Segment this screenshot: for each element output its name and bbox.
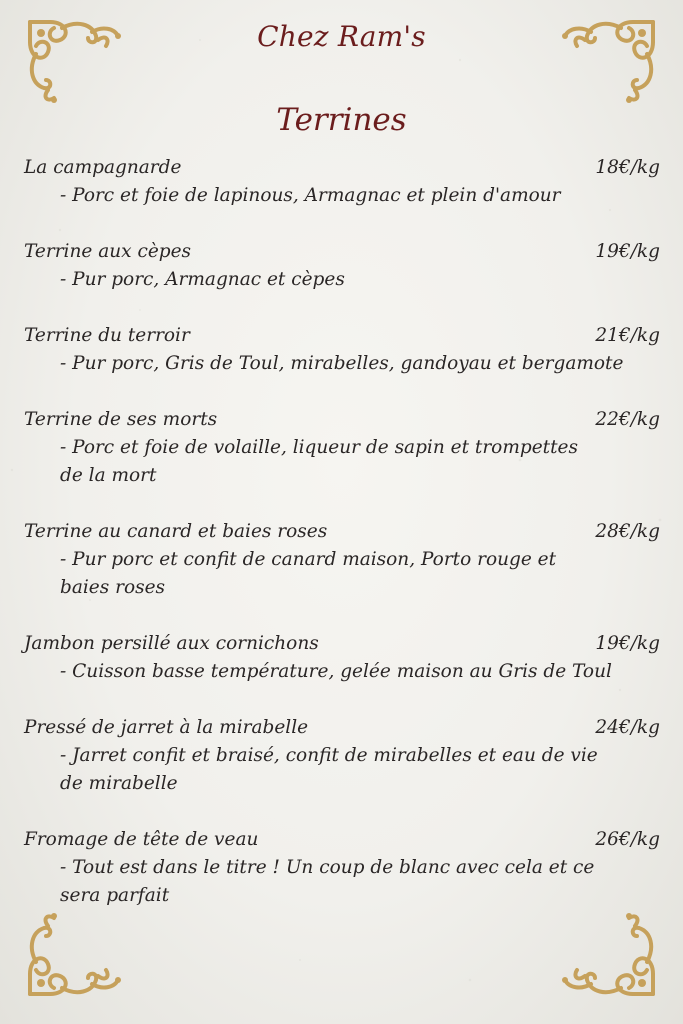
menu-item-description: - Cuisson basse température, gelée maison au Gris de Toul [60,661,612,682]
menu-item-header [24,238,660,266]
menu-item-name: Terrine du terroir [24,325,190,346]
menu-item [24,322,660,378]
section-title: Terrines [276,102,407,138]
menu-item-description: - Porc et foie de volaille, liqueur de sapin et trompettes de la mort [60,437,578,486]
menu-item-price: 19€/kg [595,241,660,262]
menu-item-header [24,826,660,854]
menu-item-price: 22€/kg [595,409,660,430]
menu-item-name: Pressé de jarret à la mirabelle [24,717,309,738]
menu-item-header [24,406,660,434]
menu-item [24,238,660,294]
menu-item-price: 18€/kg [595,157,660,178]
restaurant-name: Chez Ram's [257,20,426,53]
menu-item-name: Jambon persillé aux cornichons [24,633,319,654]
menu-item-price: 19€/kg [595,633,660,654]
menu-item-description: - Pur porc et confit de canard maison, Porto rouge et baies roses [60,549,557,598]
menu-item-description: - Jarret confit et braisé, confit de mirabelles et eau de vie de mirabelle [60,745,598,794]
menu-item-name: Terrine au canard et baies roses [24,521,328,542]
menu-item [24,630,660,686]
menu-item-name: Terrine de ses morts [24,409,218,430]
menu-item-header [24,518,660,546]
menu-item-price: 24€/kg [595,717,660,738]
menu-item-description: - Pur porc, Armagnac et cèpes [60,269,345,290]
menu-item-description: - Tout est dans le titre ! Un coup de blanc avec cela et ce sera parfait [60,857,595,906]
menu-item-header [24,714,660,742]
menu-item [24,154,660,210]
menu-item-description: - Porc et foie de lapinous, Armagnac et plein d'amour [60,185,561,206]
menu-item-header [24,322,660,350]
menu-item-header [24,154,660,182]
menu-item-header [24,630,660,658]
menu-item-price: 28€/kg [595,521,660,542]
menu-item-price: 21€/kg [595,325,660,346]
menu-item-description: - Pur porc, Gris de Toul, mirabelles, gandoyau et bergamote [60,353,624,374]
menu-list [24,154,660,938]
menu-item-name: La campagnarde [24,157,182,178]
menu-item-name: Terrine aux cèpes [24,241,192,262]
menu-item [24,406,660,490]
menu-item [24,518,660,602]
menu-item [24,826,660,910]
menu-item-price: 26€/kg [595,829,660,850]
menu-item [24,714,660,798]
menu-item-name: Fromage de tête de veau [24,829,259,850]
